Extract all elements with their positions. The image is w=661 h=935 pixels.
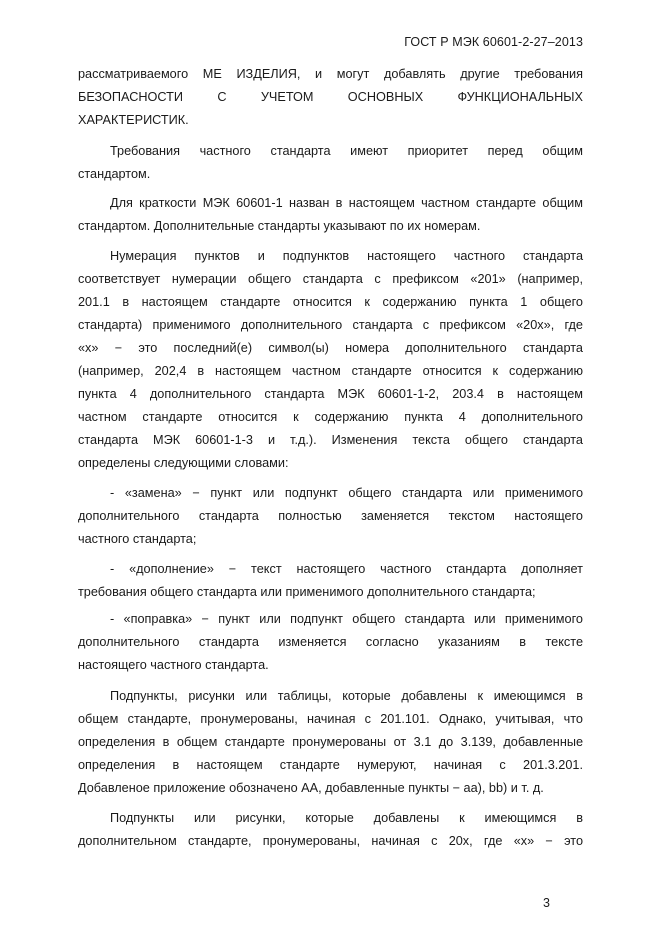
- text-line: частного стандарта;: [78, 532, 197, 546]
- text-line: БЕЗОПАСНОСТИ С УЧЕТОМ ОСНОВНЫХ ФУНКЦИОНАЛЬНЫХ: [78, 90, 583, 104]
- text-line: пункта 4 дополнительного стандарта МЭК 60601-1-2, 203.4 в настоящем: [78, 387, 583, 401]
- text-line: дополнительного стандарта изменяется согласно указаниям в тексте: [78, 635, 583, 649]
- text-line: рассматриваемого МЕ ИЗДЕЛИЯ, и могут добавлять другие требования: [78, 67, 583, 81]
- text-line: «x» − это последний(е) символ(ы) номера дополнительного стандарта: [78, 341, 583, 355]
- text-line: дополнительном стандарте, пронумерованы, начиная с 20x, где «x» − это: [78, 834, 583, 848]
- text-line: 201.1 в настоящем стандарте относится к содержанию пункта 1 общего: [78, 295, 583, 309]
- text-line: - «замена» − пункт или подпункт общего стандарта или применимого: [110, 486, 583, 500]
- text-line: общем стандарте, пронумерованы, начиная с 201.101. Однако, учитывая, что: [78, 712, 583, 726]
- text-line: Подпункты, рисунки или таблицы, которые добавлены к имеющимся в: [110, 689, 583, 703]
- text-line: ХАРАКТЕРИСТИК.: [78, 113, 189, 127]
- text-line: Добавленое приложение обозначено АА, добавленные пункты − аа), bb) и т. д.: [78, 781, 544, 795]
- document-header: ГОСТ Р МЭК 60601-2-27–2013: [404, 35, 583, 49]
- text-line: соответствует нумерации общего стандарта с префиксом «201» (например,: [78, 272, 583, 286]
- text-line: стандарта МЭК 60601-1-3 и т.д.). Изменения текста общего стандарта: [78, 433, 583, 447]
- text-line: настоящего частного стандарта.: [78, 658, 269, 672]
- text-line: определения в настоящем стандарте нумеруют, начиная с 201.3.201.: [78, 758, 583, 772]
- text-line: (например, 202,4 в настоящем частном стандарте относится к содержанию: [78, 364, 583, 378]
- text-line: Подпункты или рисунки, которые добавлены к имеющимся в: [110, 811, 583, 825]
- text-line: определения в общем стандарте пронумерованы от 3.1 до 3.139, добавленные: [78, 735, 583, 749]
- text-line: Требования частного стандарта имеют приоритет перед общим: [110, 144, 583, 158]
- text-line: стандартом. Дополнительные стандарты указывают по их номерам.: [78, 219, 481, 233]
- text-line: требования общего стандарта или применимого дополнительного стандарта;: [78, 585, 536, 599]
- text-line: стандарта) применимого дополнительного стандарта с префиксом «20x», где: [78, 318, 583, 332]
- text-line: Для краткости МЭК 60601-1 назван в настоящем частном стандарте общим: [110, 196, 583, 210]
- text-line: Нумерация пунктов и подпунктов настоящего частного стандарта: [110, 249, 583, 263]
- text-line: - «дополнение» − текст настоящего частного стандарта дополняет: [110, 562, 583, 576]
- text-line: определены следующими словами:: [78, 456, 289, 470]
- text-line: частном стандарте относится к содержанию пункта 4 дополнительного: [78, 410, 583, 424]
- text-line: дополнительного стандарта полностью заменяется текстом настоящего: [78, 509, 583, 523]
- text-line: - «поправка» − пункт или подпункт общего стандарта или применимого: [110, 612, 583, 626]
- page-number: 3: [543, 896, 550, 910]
- text-line: стандартом.: [78, 167, 151, 181]
